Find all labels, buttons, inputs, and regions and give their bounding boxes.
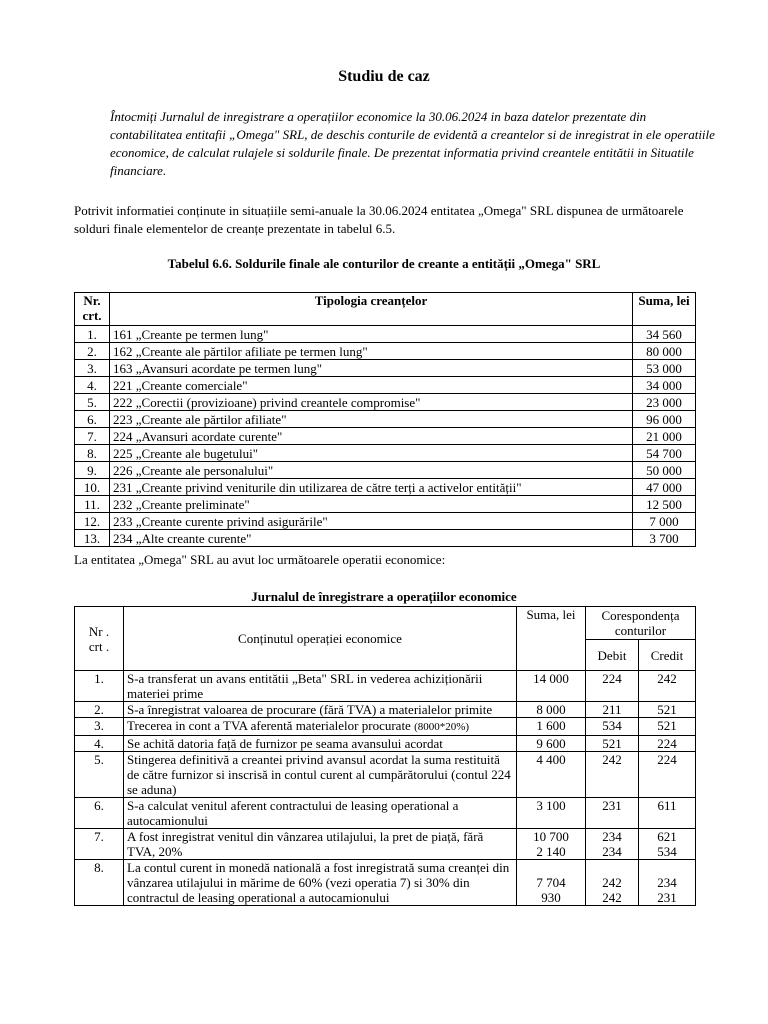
debit-account-line: 242 (602, 890, 622, 905)
operation-sum-line: 7 704 (536, 875, 566, 890)
row-sum: 50 000 (633, 462, 696, 479)
table-row (75, 479, 696, 496)
credit-account: 611 (639, 798, 696, 829)
operation-sum-line: 10 700 (533, 829, 569, 844)
row-number: 8. (75, 860, 124, 906)
operation-content (124, 752, 517, 798)
operation-sum: 14 000 (517, 671, 586, 702)
debit-account: 521 (586, 736, 639, 752)
operation-text: Stingerea definitivă a creantei privind avansul acordat la suma restituită de către furnizor si inscrisă in contul curent al cumpărătorului (contul 224 se aduna) (127, 752, 511, 797)
debit-account: 534 (586, 718, 639, 736)
table-header-row (75, 293, 696, 326)
balances-table (74, 292, 696, 547)
operation-text: Se achită datoria față de furnizor pe seama avansului acordat (127, 736, 443, 751)
credit-account: 521 (639, 718, 696, 736)
row-sum: 96 000 (633, 411, 696, 428)
row-sum: 23 000 (633, 394, 696, 411)
receivable-type: 223 „Creante ale părtilor afiliate" (110, 411, 633, 428)
operation-text: La contul curent in monedă natională a fost inregistrată suma creanței din vânzarea utilajului in mărime de 60% (vezi operatia 7) si 30% din contractul de leasing operational a autocamionului (127, 860, 510, 905)
col-header-content: Conținutul operației economice (124, 607, 517, 671)
table-row (75, 736, 696, 752)
operations-intro: La entitatea „Omega" SRL au avut loc următoarele operatii economice: (74, 552, 446, 567)
operation-content (124, 702, 517, 718)
row-number: 8. (75, 445, 110, 462)
debit-account (586, 829, 639, 860)
receivable-type: 222 „Corectii (provizioane) privind creantele compromise" (110, 394, 633, 411)
row-number: 12. (75, 513, 110, 530)
receivable-type: 226 „Creante ale personalului" (110, 462, 633, 479)
operation-content (124, 671, 517, 702)
receivable-type: 163 „Avansuri acordate pe termen lung" (110, 360, 633, 377)
row-sum: 34 560 (633, 326, 696, 343)
operation-sum (517, 860, 586, 906)
row-number: 6. (75, 411, 110, 428)
debit-account (586, 860, 639, 906)
credit-account: 224 (639, 736, 696, 752)
operation-text: S-a transferat un avans entitătii „Beta" SRL in vederea achiziționării materiei prime (127, 671, 483, 701)
receivable-type: 161 „Creante pe termen lung" (110, 326, 633, 343)
table-row (75, 671, 696, 702)
debit-account-line: 234 (602, 844, 622, 859)
receivable-type: 231 „Creante privind veniturile din utilizarea de către terți a activelor entității" (110, 479, 633, 496)
table-row (75, 428, 696, 445)
operation-sum: 9 600 (517, 736, 586, 752)
debit-account: 231 (586, 798, 639, 829)
operation-content (124, 829, 517, 860)
page-title: Studiu de caz (338, 68, 430, 85)
row-number: 1. (75, 671, 124, 702)
table-row (75, 377, 696, 394)
row-number: 7. (75, 829, 124, 860)
row-sum: 34 000 (633, 377, 696, 394)
row-number: 3. (75, 360, 110, 377)
receivable-type: 234 „Alte creante curente" (110, 530, 633, 547)
table-row (75, 496, 696, 513)
col-header-debit: Debit (586, 640, 639, 671)
operation-sum: 4 400 (517, 752, 586, 798)
row-sum: 7 000 (633, 513, 696, 530)
col-header-nr: Nr . crt . (75, 607, 124, 671)
debit-account-line: 242 (602, 875, 622, 890)
task-description: Întocmiți Jurnalul de inregistrare a operațiilor economice la 30.06.2024 in baza datelor prezentate din contabilitatea entitafii „Omega" SRL, de deschis conturile de evidentă a creantelor si de inregistrat in ele operatiile economice, de calculat rulajele si soldurile finale. De prezentat informatia privind creantele entitătii in Situatile financiare. (110, 109, 715, 178)
col-header-sum: Suma, lei (633, 293, 696, 326)
operation-text: A fost inregistrat venitul din vânzarea utilajului, la pret de piață, fără TVA, 20% (127, 829, 484, 859)
operation-sum-line: 930 (541, 890, 561, 905)
operation-content (124, 860, 517, 906)
row-number: 2. (75, 702, 124, 718)
receivable-type: 162 „Creante ale părtilor afiliate pe termen lung" (110, 343, 633, 360)
row-number: 1. (75, 326, 110, 343)
credit-account-line: 621 (657, 829, 677, 844)
operation-note: (8000*20%) (414, 721, 470, 733)
debit-account: 224 (586, 671, 639, 702)
operation-sum (517, 829, 586, 860)
row-number: 10. (75, 479, 110, 496)
row-sum: 47 000 (633, 479, 696, 496)
operation-content (124, 798, 517, 829)
operation-content (124, 736, 517, 752)
col-header-credit: Credit (639, 640, 696, 671)
receivable-type: 221 „Creante comerciale" (110, 377, 633, 394)
row-number: 13. (75, 530, 110, 547)
debit-account-line: 234 (602, 829, 622, 844)
table-row (75, 326, 696, 343)
table-row (75, 798, 696, 829)
table-row (75, 530, 696, 547)
row-sum: 54 700 (633, 445, 696, 462)
row-number: 11. (75, 496, 110, 513)
credit-account-line: 231 (657, 890, 677, 905)
table-row (75, 702, 696, 718)
table1-caption: Tabelul 6.6. Soldurile finale ale conturilor de creante a entității „Omega" SRL (167, 256, 601, 271)
col-header-correspondence: Corespondența conturilor (586, 607, 696, 640)
receivable-type: 232 „Creante preliminate" (110, 496, 633, 513)
receivable-type: 225 „Creante ale bugetului" (110, 445, 633, 462)
row-number: 7. (75, 428, 110, 445)
row-sum: 3 700 (633, 530, 696, 547)
table-row (75, 394, 696, 411)
table-row (75, 360, 696, 377)
table-row (75, 829, 696, 860)
row-number: 5. (75, 394, 110, 411)
operation-text: S-a înregistrat valoarea de procurare (fără TVA) a materialelor primite (127, 702, 493, 717)
operation-text: Trecerea in cont a TVA aferentă materialelor procurate (127, 718, 411, 733)
table-row (75, 343, 696, 360)
intro-paragraph: Potrivit informatiei conținute in situațiile semi-anuale la 30.06.2024 entitatea „Omega" SRL dispunea de următoarele solduri finale elementelor de creanțe prezentate in tabelul 6.5. (74, 203, 684, 236)
table-row (75, 718, 696, 736)
credit-account: 242 (639, 671, 696, 702)
credit-account: 521 (639, 702, 696, 718)
credit-account-line: 234 (657, 875, 677, 890)
debit-account: 242 (586, 752, 639, 798)
row-number: 2. (75, 343, 110, 360)
credit-account: 224 (639, 752, 696, 798)
operation-sum: 3 100 (517, 798, 586, 829)
row-number: 9. (75, 462, 110, 479)
operation-sum: 8 000 (517, 702, 586, 718)
journal-table (74, 606, 696, 906)
credit-account (639, 829, 696, 860)
receivable-type: 224 „Avansuri acordate curente" (110, 428, 633, 445)
table-header-row (75, 607, 696, 640)
table-row (75, 462, 696, 479)
debit-account: 211 (586, 702, 639, 718)
receivable-type: 233 „Creante curente privind asigurările" (110, 513, 633, 530)
row-sum: 80 000 (633, 343, 696, 360)
table-row (75, 752, 696, 798)
row-sum: 53 000 (633, 360, 696, 377)
row-number: 5. (75, 752, 124, 798)
col-header-sum: Suma, lei (517, 607, 586, 671)
operation-sum: 1 600 (517, 718, 586, 736)
table-row (75, 860, 696, 906)
table-row (75, 513, 696, 530)
row-number: 4. (75, 377, 110, 394)
operation-content (124, 718, 517, 736)
col-header-nr: Nr. crt. (75, 293, 110, 326)
credit-account (639, 860, 696, 906)
operation-text: S-a calculat venitul aferent contractului de leasing operational a autocamionului (127, 798, 459, 828)
row-number: 4. (75, 736, 124, 752)
row-sum: 21 000 (633, 428, 696, 445)
table-row (75, 411, 696, 428)
operation-sum-line: 2 140 (536, 844, 566, 859)
table-row (75, 445, 696, 462)
row-sum: 12 500 (633, 496, 696, 513)
table2-caption: Jurnalul de înregistrare a operațiilor economice (251, 589, 517, 604)
row-number: 6. (75, 798, 124, 829)
credit-account-line: 534 (657, 844, 677, 859)
row-number: 3. (75, 718, 124, 736)
col-header-type: Tipologia creanțelor (110, 293, 633, 326)
